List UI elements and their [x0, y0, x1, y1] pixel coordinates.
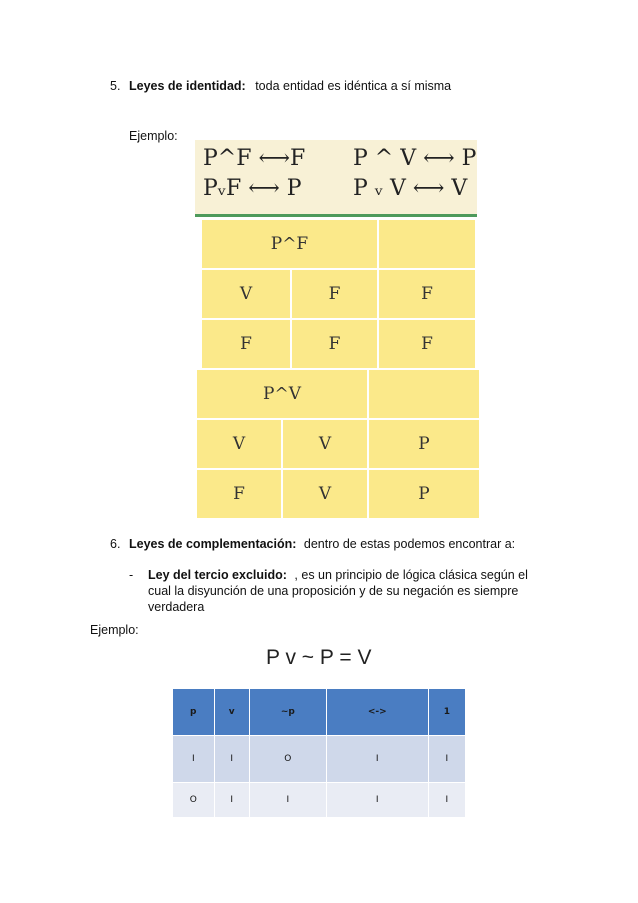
- section6-example-label: Ejemplo:: [90, 623, 139, 637]
- table-cell: I: [428, 736, 465, 783]
- bullet-line-1: [148, 567, 548, 583]
- tertio-excluido-table: [172, 688, 466, 818]
- section6-title: Leyes de complementación:: [129, 537, 297, 551]
- table-cell: F: [201, 319, 291, 369]
- law-left-1: P^F ⟷F: [203, 146, 306, 171]
- truth-table-pv: [195, 368, 481, 520]
- table-cell: F: [196, 469, 282, 519]
- table-cell: [378, 219, 476, 269]
- table-cell: I: [214, 736, 249, 783]
- table-cell: I: [173, 736, 215, 783]
- table-header: p: [173, 689, 215, 736]
- bullet-marker: -: [129, 568, 134, 582]
- table-cell: I: [326, 783, 428, 818]
- table-row: [201, 319, 476, 369]
- table-cell: V: [282, 419, 368, 469]
- section5-title: Leyes de identidad:: [129, 79, 246, 93]
- table-cell: V: [282, 469, 368, 519]
- table-cell: I: [326, 736, 428, 783]
- table-cell: V: [196, 419, 282, 469]
- table-row: [196, 419, 480, 469]
- table-row: [196, 469, 480, 519]
- table-cell: P: [368, 469, 480, 519]
- section5-heading: [129, 78, 451, 94]
- table-header: ~p: [249, 689, 326, 736]
- truth-table-pf: [200, 218, 477, 370]
- table-row: [173, 783, 466, 818]
- table-cell: I: [249, 783, 326, 818]
- table-cell: [368, 369, 480, 419]
- bullet-title: Ley del tercio excluido:: [148, 568, 287, 582]
- table-header: P^F: [201, 219, 378, 269]
- table-header: 1: [428, 689, 465, 736]
- bullet-text-1: , es un principio de lógica clásica según el: [294, 568, 528, 582]
- bullet-line-2: cual la disyunción de una proposición y de su negación es siempre: [148, 584, 519, 598]
- identity-laws-panel: [195, 140, 477, 217]
- table-header: <->: [326, 689, 428, 736]
- table-header: P^V: [196, 369, 368, 419]
- table-cell: O: [173, 783, 215, 818]
- identity-example-image: [195, 140, 477, 518]
- law-right-2: P ᵥ V ⟷ V: [353, 176, 468, 201]
- law-right-1: P ^ V ⟷ P: [353, 146, 477, 171]
- table-cell: F: [291, 269, 378, 319]
- tertio-excluido-formula: P v ~ P = V: [266, 646, 372, 669]
- table-cell: F: [378, 269, 476, 319]
- table-cell: I: [428, 783, 465, 818]
- table-cell: I: [214, 783, 249, 818]
- section5-number: 5.: [110, 79, 121, 93]
- table-cell: O: [249, 736, 326, 783]
- section5-text: toda entidad es idéntica a sí misma: [255, 79, 452, 93]
- table-row: [201, 269, 476, 319]
- table-cell: V: [201, 269, 291, 319]
- section6-text: dentro de estas podemos encontrar a:: [303, 537, 516, 551]
- section6-heading: [129, 536, 515, 552]
- section5-example-label: Ejemplo:: [129, 129, 178, 143]
- bullet-line-3: verdadera: [148, 600, 205, 614]
- table-header-row: [173, 689, 466, 736]
- table-header: v: [214, 689, 249, 736]
- law-left-2: PᵥF ⟷ P: [203, 176, 302, 201]
- table-cell: P: [368, 419, 480, 469]
- section6-number: 6.: [110, 537, 121, 551]
- table-cell: F: [291, 319, 378, 369]
- table-row: [173, 736, 466, 783]
- table-cell: F: [378, 319, 476, 369]
